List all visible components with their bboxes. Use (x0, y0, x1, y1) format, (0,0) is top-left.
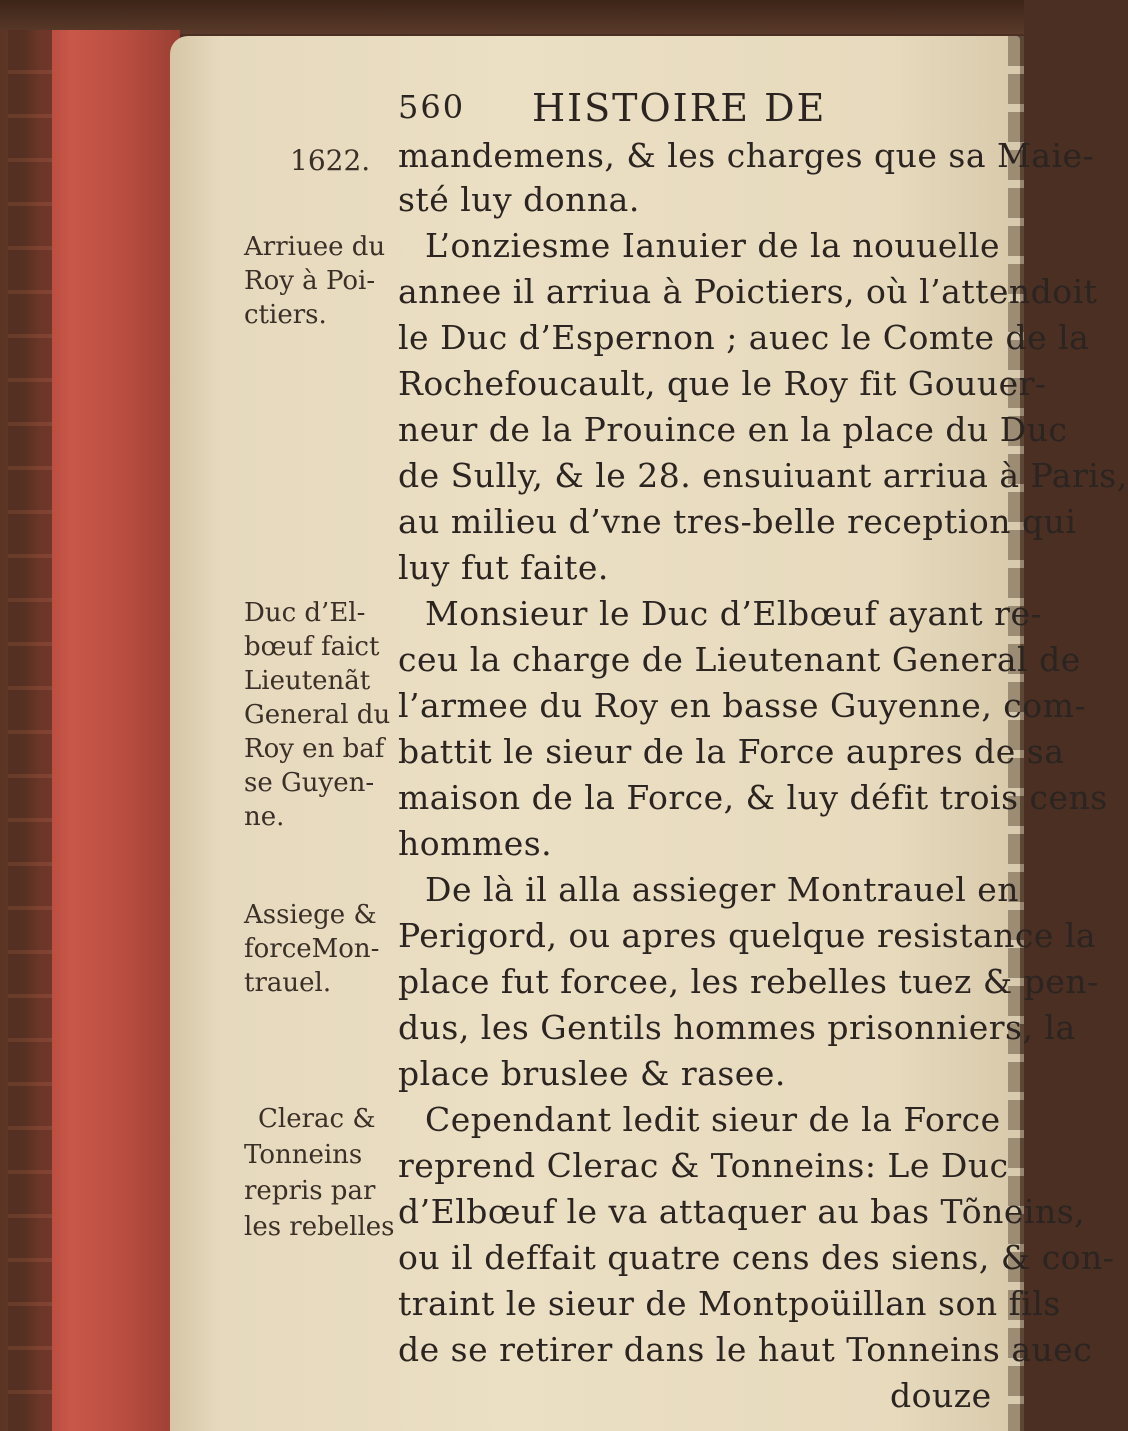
margin-note: ne. (244, 802, 285, 832)
margin-note: ctiers. (244, 300, 327, 330)
text-line: de se retirer dans le haut Tonneins auec (398, 1330, 1093, 1369)
text-line: hommes. (398, 824, 553, 863)
text-line: traint le sieur de Montpoüillan son fils (398, 1284, 1061, 1323)
text-line: maison de la Force, & luy défit trois cens (398, 778, 1108, 817)
text-line: d’Elbœuf le va attaquer au bas Tõneins, (398, 1192, 1086, 1231)
text-line: l’armee du Roy en basse Guyenne, com- (398, 686, 1087, 725)
page-number: 560 (398, 88, 466, 126)
text-line: neur de la Prouince en la place du Duc (398, 410, 1068, 449)
book-edge (0, 30, 180, 1431)
text-line: dus, les Gentils hommes prisonniers, la (398, 1008, 1076, 1047)
text-line: le Duc d’Espernon ; auec le Comte de la (398, 318, 1090, 357)
margin-note: Arriuee du (244, 232, 386, 262)
text-line: ceu la charge de Lieutenant General de (398, 640, 1081, 679)
margin-note: bœuf faict (244, 632, 380, 662)
text-line: L’onziesme Ianuier de la nouuelle (425, 226, 1001, 265)
margin-note: Lieutenãt (244, 666, 371, 696)
text-line: ou il deffait quatre cens des siens, & con- (398, 1238, 1115, 1277)
text-line: De là il alla assieger Montrauel en (425, 870, 1020, 909)
text-line: reprend Clerac & Tonneins: Le Duc (398, 1146, 1009, 1185)
margin-note: General du (244, 700, 391, 730)
text-line: de Sully, & le 28. ensuiuant arriua à Paris, (398, 456, 1128, 495)
text-line: place bruslee & rasee. (398, 1054, 786, 1093)
text-line: battit le sieur de la Force aupres de sa (398, 732, 1065, 771)
margin-note: les rebelles (244, 1212, 395, 1242)
text-line: Rochefoucault, que le Roy fit Gouuer- (398, 364, 1047, 403)
text-line: au milieu d’vne tres-belle reception qui (398, 502, 1077, 541)
text-line: sté luy donna. (398, 180, 640, 219)
text-line: Cependant ledit sieur de la Force (425, 1100, 1001, 1139)
background-top (0, 0, 1024, 34)
margin-note: Assiege & (244, 900, 377, 930)
margin-note: Duc d’El- (244, 598, 366, 628)
margin-note: forceMon- (244, 934, 380, 964)
margin-note: Roy à Poi- (244, 266, 376, 296)
margin-note: Clerac & (258, 1104, 376, 1134)
text-line: mandemens, & les charges que sa Maie- (398, 136, 1095, 175)
text-line: annee il arriua à Poictiers, où l’attendoit (398, 272, 1098, 311)
year-note: 1622. (290, 144, 371, 177)
text-line: luy fut faite. (398, 548, 609, 587)
margin-note: se Guyen- (244, 768, 375, 798)
catchword: douze (890, 1376, 992, 1415)
margin-note: Tonneins (244, 1140, 363, 1170)
margin-note: Roy en baf (244, 734, 385, 764)
text-line: Monsieur le Duc d’Elbœuf ayant re- (425, 594, 1043, 633)
running-title: HISTOIRE DE (532, 86, 827, 130)
margin-note: repris par (244, 1176, 376, 1206)
text-line: place fut forcee, les rebelles tuez & pen- (398, 962, 1099, 1001)
margin-note: trauel. (244, 968, 332, 998)
text-line: Perigord, ou apres quelque resistance la (398, 916, 1097, 955)
